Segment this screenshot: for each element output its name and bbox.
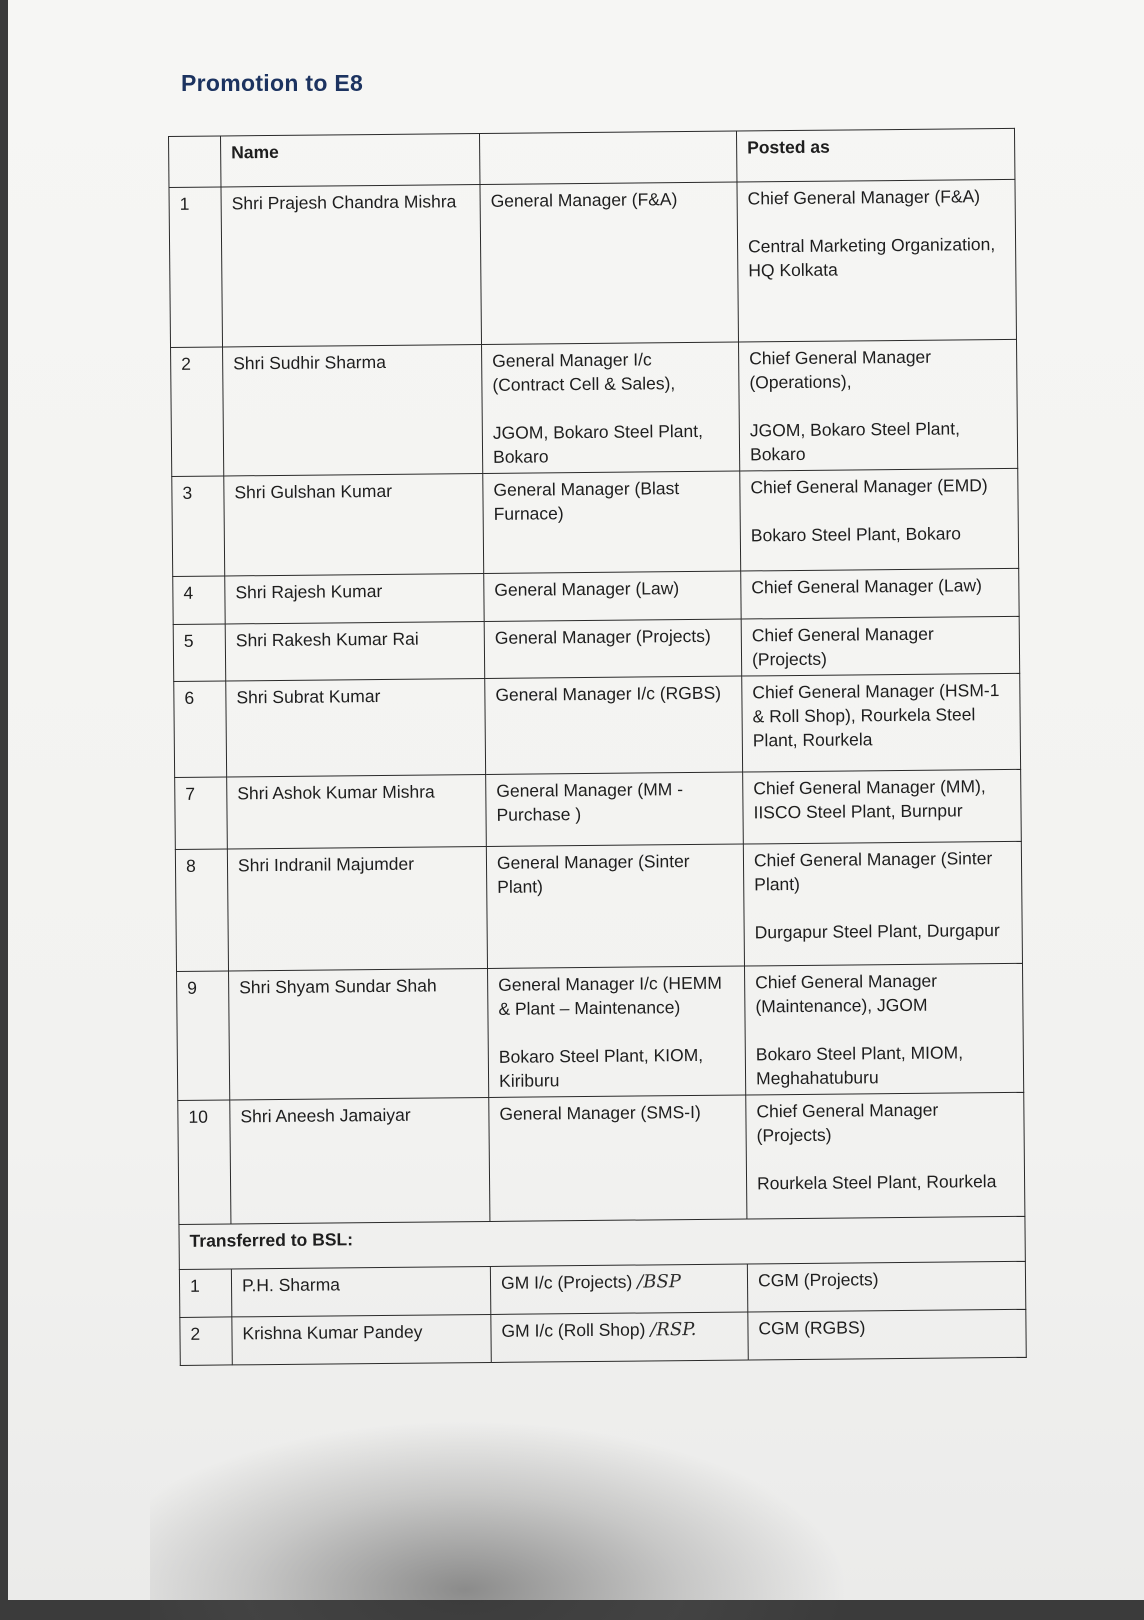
current-designation-line: General Manager I/c (RGBS) (495, 682, 722, 705)
promotion-table (168, 128, 1027, 1366)
employee-name-text: Shri Prajesh Chandra Mishra (231, 191, 457, 214)
posted-as-line: Chief General Manager (Projects) (756, 1099, 939, 1146)
current-designation-line: General Manager (MM - Purchase ) (496, 779, 684, 825)
employee-name (229, 968, 489, 1099)
current-designation-line: General Manager (F&A) (490, 189, 678, 211)
transfer-section-row (179, 1216, 1025, 1269)
current-designation-line: General Manager I/c (Contract Cell & Sales), (492, 349, 676, 395)
posted-as-line: Bokaro Steel Plant, MIOM, Meghahatuburu (755, 1042, 964, 1089)
transfer-heading (179, 1216, 1025, 1269)
row-number (171, 347, 224, 476)
posted-as-line: Chief General Manager (Maintenance), JGOM (755, 970, 938, 1017)
posted-as (746, 1092, 1025, 1219)
header-row (169, 128, 1015, 187)
header-num (169, 136, 221, 187)
page-title: Promotion to E8 (181, 70, 364, 96)
table-row (175, 841, 1022, 971)
employee-name-text: Shri Sudhir Sharma (233, 351, 386, 374)
header-name: Name (221, 134, 480, 187)
current-designation-line: General Manager (Law) (494, 578, 680, 600)
row-number (178, 1100, 231, 1224)
row-number (172, 476, 225, 576)
current-designation-text: GM I/c (Projects) (500, 1271, 633, 1293)
row-number (179, 1269, 231, 1317)
table-row (175, 769, 1022, 849)
current-designation (486, 772, 744, 846)
row-number-text: 6 (184, 687, 195, 708)
current-designation-line: General Manager (Sinter Plant) (496, 851, 690, 897)
table-row (177, 963, 1024, 1100)
posted-as-line: Rourkela Steel Plant, Rourkela (756, 1171, 997, 1194)
posted-as-line: Durgapur Steel Plant, Durgapur (754, 920, 1000, 943)
row-number-text: 10 (188, 1106, 208, 1127)
employee-name-text: Shri Aneesh Jamaiyar (240, 1104, 411, 1127)
current-designation-line: General Manager (Blast Furnace) (493, 478, 680, 524)
current-designation (489, 1095, 747, 1221)
posted-as-line: Central Marketing Organization, HQ Kolkata (747, 234, 996, 281)
employee-name-text: Shri Rakesh Kumar Rai (235, 628, 419, 651)
row-number-text: 1 (189, 1275, 200, 1296)
handwritten-annotation: /BSP (637, 1271, 681, 1293)
row-number-text: 8 (185, 855, 196, 876)
current-designation-line: JGOM, Bokaro Steel Plant, Bokaro (492, 420, 704, 467)
row-number-text: 4 (183, 582, 194, 603)
posted-as-line: Chief General Manager (Sinter Plant) (753, 848, 993, 895)
employee-name (225, 573, 484, 623)
employee-name (221, 185, 482, 347)
employee-name (226, 678, 486, 776)
posted-as (742, 673, 1021, 772)
current-designation (480, 182, 739, 344)
row-number (169, 187, 223, 347)
current-designation (485, 676, 743, 774)
row-number (180, 1317, 232, 1365)
current-designation (482, 342, 740, 473)
table-row (169, 179, 1016, 347)
employee-name (231, 1266, 490, 1316)
posted-as-line: Chief General Manager (HSM-1 & Roll Shop), Rourkela Steel Plant, Rourkela (752, 680, 1000, 751)
current-designation (488, 966, 746, 1097)
posted-as-text: CGM (RGBS) (758, 1317, 866, 1339)
posted-as (741, 568, 1019, 619)
posted-as-line: Bokaro Steel Plant, Bokaro (750, 523, 962, 546)
employee-name-text: Shri Ashok Kumar Mishra (237, 781, 435, 804)
row-number (175, 777, 228, 849)
posted-as-line: Chief General Manager (MM), IISCO Steel Plant, Burnpur (753, 776, 986, 823)
employee-name-text: Krishna Kumar Pandey (242, 1321, 423, 1344)
current-designation-line: Bokaro Steel Plant, KIOM, Kiriburu (498, 1044, 704, 1091)
employee-name (227, 774, 487, 848)
row-number (173, 624, 226, 681)
row-number (173, 576, 225, 624)
posted-as (740, 468, 1019, 571)
current-designation (490, 1264, 747, 1314)
row-number (174, 681, 227, 777)
posted-as (743, 841, 1022, 966)
current-designation (484, 571, 741, 621)
current-designation (484, 619, 742, 678)
employee-name-text: P.H. Sharma (241, 1274, 341, 1296)
employee-name (224, 473, 484, 575)
employee-name (225, 621, 485, 680)
table-row (173, 616, 1020, 681)
posted-as (741, 616, 1020, 676)
posted-as (748, 1309, 1026, 1360)
row-number-text: 2 (181, 353, 192, 374)
row-number-text: 3 (182, 482, 193, 503)
posted-as-line: Chief General Manager (Law) (751, 575, 982, 598)
posted-as (744, 963, 1023, 1095)
employee-name-text: Shri Gulshan Kumar (234, 480, 393, 503)
employee-name-text: Shri Rajesh Kumar (235, 580, 383, 603)
posted-as-line: Chief General Manager (EMD) (750, 475, 988, 498)
transfer-row (180, 1309, 1026, 1365)
row-number (177, 971, 230, 1100)
current-designation-line: General Manager I/c (HEMM & Plant – Maintenance) (498, 972, 722, 1019)
posted-as (747, 1261, 1025, 1312)
employee-name (230, 1097, 490, 1223)
row-number-text: 9 (187, 977, 198, 998)
employee-name (232, 1314, 491, 1364)
row-number-text: 7 (185, 783, 196, 804)
header-current (479, 131, 736, 184)
employee-name (223, 345, 483, 476)
posted-as-line: Chief General Manager (F&A) (747, 186, 981, 209)
posted-as (737, 179, 1017, 342)
posted-as-line: Chief General Manager (Operations), (749, 346, 932, 393)
table-row (171, 339, 1018, 476)
employee-name (227, 846, 487, 970)
current-designation-text: GM I/c (Roll Shop) (501, 1319, 646, 1341)
transfer-heading-text: Transferred to BSL: (189, 1229, 354, 1251)
row-number-text: 2 (190, 1323, 201, 1344)
posted-as-line: Chief General Manager (Projects) (751, 623, 934, 670)
current-designation-line: General Manager (Projects) (494, 625, 711, 648)
current-designation (486, 844, 744, 968)
table-row (178, 1092, 1025, 1224)
employee-name-text: Shri Shyam Sundar Shah (239, 975, 437, 998)
table-row (172, 468, 1019, 576)
table-row (173, 568, 1019, 624)
posted-as (739, 339, 1018, 471)
row-number-text: 1 (179, 193, 190, 214)
employee-name-text: Shri Subrat Kumar (236, 685, 381, 708)
row-number-text: 5 (183, 630, 194, 651)
current-designation-line: General Manager (SMS-I) (499, 1101, 701, 1124)
posted-as (743, 769, 1022, 844)
handwritten-annotation: /RSP. (650, 1318, 697, 1341)
table-row (174, 673, 1021, 777)
row-number (175, 849, 228, 971)
posted-as-line: JGOM, Bokaro Steel Plant, Bokaro (749, 418, 961, 465)
employee-name-text: Shri Indranil Majumder (237, 853, 415, 876)
current-designation (491, 1312, 748, 1362)
header-posted: Posted as (736, 128, 1014, 182)
current-designation (483, 471, 741, 573)
posted-as-text: CGM (Projects) (757, 1269, 879, 1291)
transfer-row (179, 1261, 1025, 1317)
